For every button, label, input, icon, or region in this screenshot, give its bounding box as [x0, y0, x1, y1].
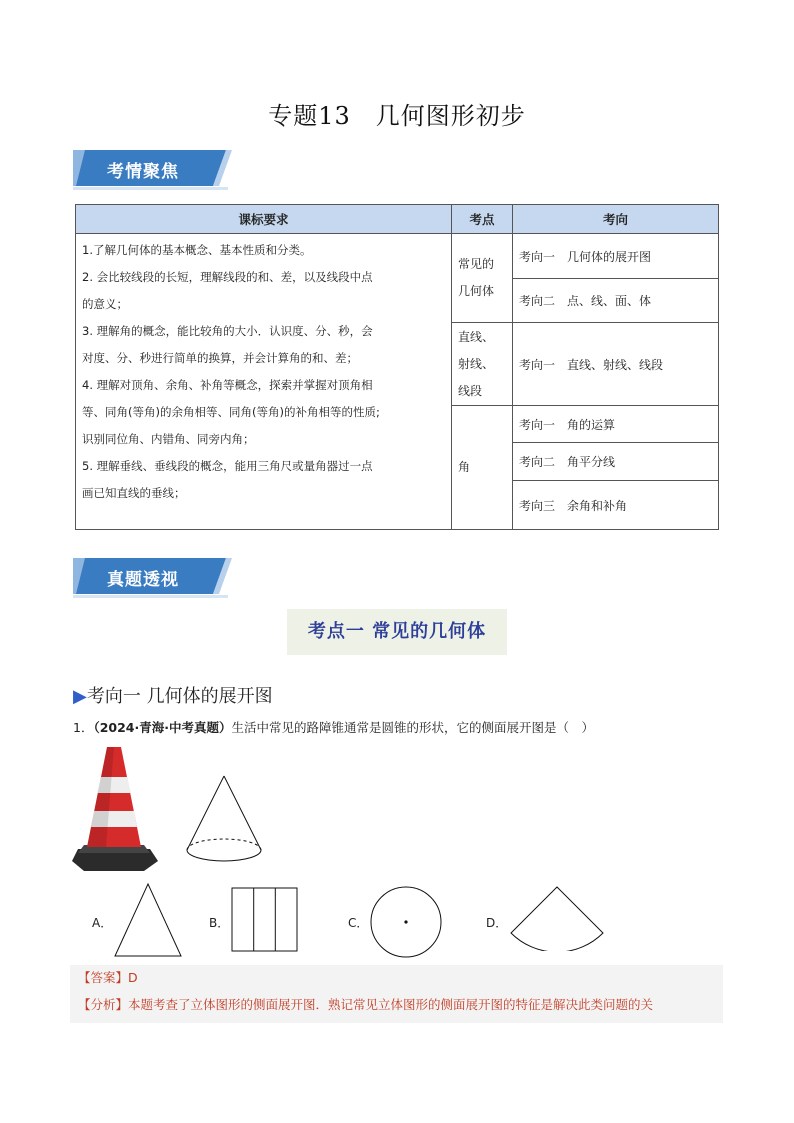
kaodian-solids: [452, 234, 513, 323]
section-banner-real-exams: [73, 558, 225, 594]
triangle-right-icon: ▶: [73, 686, 87, 707]
requirement-line: 对度、分、秒进行简单的换算，并会计算角的和、差；: [82, 351, 358, 365]
option-d-label: D．: [486, 916, 508, 930]
kaoxiang-cell: 考向二 点、线、面、体: [513, 279, 719, 323]
analysis-text: 本题考查了立体图形的侧面展开图．熟记常见立体图形的侧面展开图的特征是解决此类问题的关: [128, 997, 654, 1012]
header-requirements: 课标要求: [76, 205, 452, 234]
kaoxiang-heading-text: 考向一 几何体的展开图: [86, 686, 273, 707]
kaodian-title: 考点一 常见的几何体: [287, 609, 507, 655]
kaodian-line: 几何体: [458, 284, 495, 298]
requirement-line: 2. 会比较线段的长短，理解线段的和、差，以及线段中点: [82, 270, 373, 284]
question-number: 1．: [73, 720, 94, 735]
requirement-line: 5. 理解垂线、垂线段的概念，能用三角尺或量角器过一点: [82, 459, 373, 473]
requirement-line: 3. 理解角的概念，能比较角的大小．认识度、分、秒，会: [82, 324, 373, 338]
analysis-line: [78, 995, 653, 1013]
requirement-line: 画已知直线的垂线；: [82, 486, 186, 500]
banner-label: 考情聚焦: [107, 162, 179, 182]
kaodian-angles: 角: [452, 406, 513, 530]
answer-box: [70, 965, 723, 1023]
kaoxiang-cell: 考向二 角平分线: [513, 443, 719, 481]
option-b-label: B．: [209, 916, 230, 930]
answer-value: D: [128, 970, 138, 985]
analysis-label: 【分析】: [78, 997, 129, 1012]
kaodian-line: 常见的: [458, 257, 495, 271]
header-kaodian: 考点: [452, 205, 513, 234]
kaodian-line: 射线、: [458, 356, 495, 371]
option-d-sector[interactable]: [507, 885, 607, 951]
question-stem: [73, 718, 594, 736]
option-c-circle[interactable]: [369, 885, 443, 959]
requirement-line: 的意义；: [82, 297, 128, 311]
requirements-cell: [76, 234, 452, 530]
curriculum-table: [75, 204, 719, 530]
option-b-rectangle[interactable]: [231, 887, 299, 953]
question-text: 生活中常见的路障锥通常是圆锥的形状，它的侧面展开图是（ ）: [231, 720, 595, 735]
table-header-row: [76, 205, 719, 234]
kaodian-lines: [452, 323, 513, 406]
kaoxiang-cell: 考向一 直线、射线、线段: [513, 323, 719, 406]
kaoxiang-cell: 考向一 角的运算: [513, 406, 719, 443]
kaoxiang-heading: [73, 682, 273, 708]
requirement-line: 4. 理解对顶角、余角、补角等概念，探索并掌握对顶角相: [82, 378, 373, 392]
kaodian-line: 直线、: [458, 329, 495, 344]
cone-diagram: [183, 774, 267, 866]
requirement-line: 识别同位角、内错角、同旁内角；: [82, 432, 255, 446]
kaodian-line: 线段: [458, 383, 483, 398]
option-c-label: C．: [348, 916, 369, 930]
question-source: （2024·青海·中考真题）: [93, 720, 232, 735]
traffic-cone-image: [70, 745, 160, 873]
requirement-line: 1.了解几何体的基本概念、基本性质和分类。: [82, 243, 312, 257]
kaoxiang-cell: 考向一 几何体的展开图: [513, 234, 719, 279]
banner-label: 真题透视: [107, 570, 179, 590]
answer-line: [78, 968, 138, 986]
page-title: 专题13 几何图形初步: [268, 102, 526, 130]
section-banner-exam-focus: [73, 150, 225, 186]
answer-label: 【答案】: [78, 970, 129, 985]
option-a-label: A．: [92, 916, 113, 930]
requirement-line: 等、同角(等角)的余角相等、同角(等角)的补角相等的性质;: [82, 405, 380, 419]
header-kaoxiang: 考向: [513, 205, 719, 234]
option-a-triangle[interactable]: [113, 882, 183, 958]
kaoxiang-cell: 考向三 余角和补角: [513, 481, 719, 530]
